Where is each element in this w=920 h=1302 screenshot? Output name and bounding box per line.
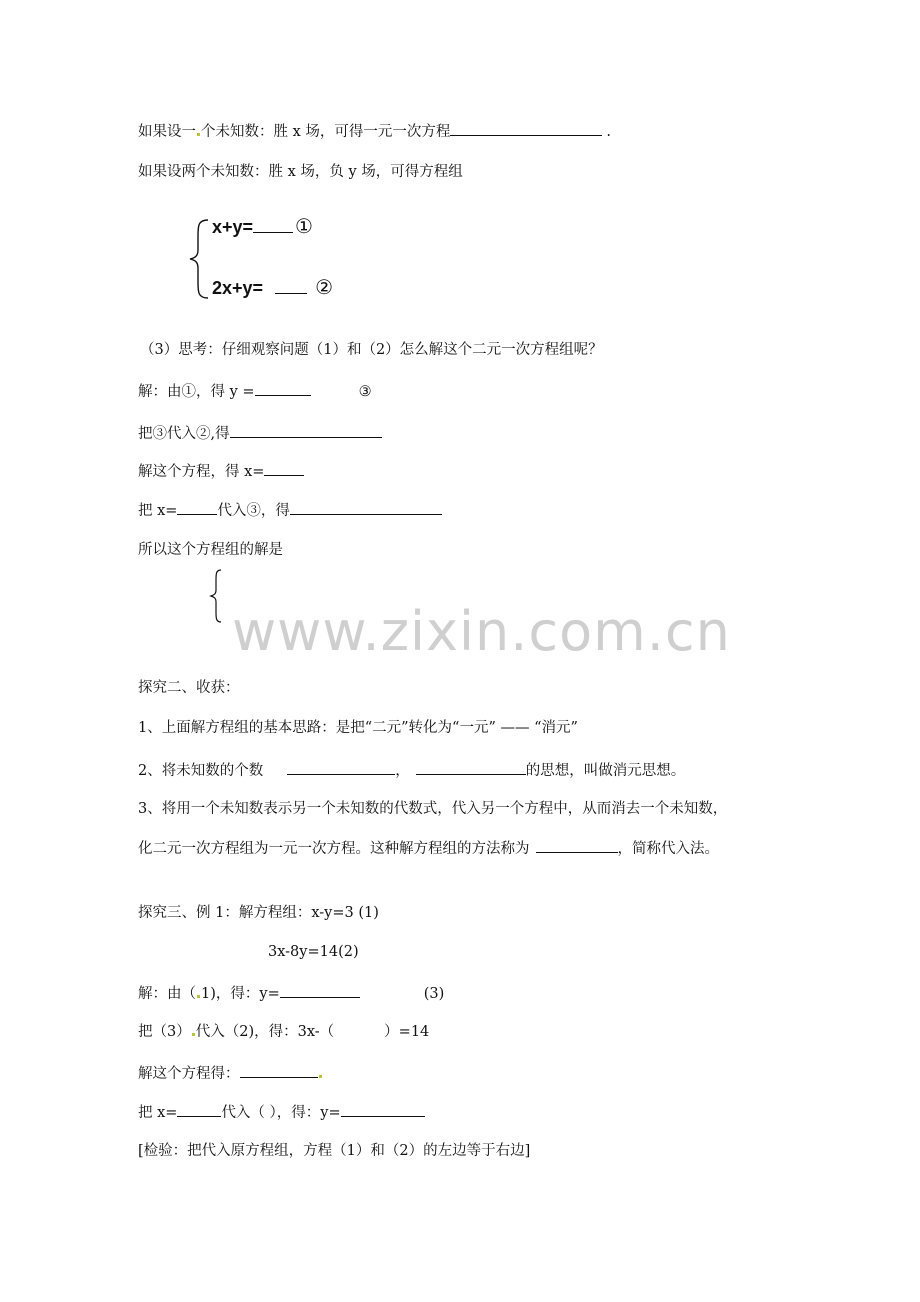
text: 解：由①，得 y =	[138, 384, 255, 400]
left-brace	[186, 218, 212, 300]
explore-3-title: 探究三、例 1：解方程组：x-y=3 (1)	[138, 905, 379, 921]
answer-blank[interactable]	[287, 760, 395, 775]
answer-blank[interactable]	[255, 381, 311, 396]
watermark: www.zixin.com.cn	[232, 600, 731, 663]
text: 代入（ ），得：y=	[221, 1105, 341, 1121]
equation-1	[212, 215, 313, 238]
text: ，	[395, 763, 410, 779]
text: 2、将未知数的个数	[138, 763, 264, 779]
text: 代入③，得	[217, 503, 290, 519]
left-brace	[209, 568, 225, 624]
text: 解这个方程得：	[138, 1066, 240, 1082]
answer-blank[interactable]	[536, 838, 618, 853]
answer-blank[interactable]	[290, 500, 442, 515]
text: 代入（2)，得：3x-（	[195, 1024, 335, 1040]
explore-2-point-3-line-2	[138, 838, 719, 859]
eq-text: 2x+y=	[212, 278, 264, 298]
answer-blank[interactable]	[240, 1063, 318, 1078]
mark-dot	[197, 133, 200, 136]
text: 解：由（	[138, 986, 196, 1002]
explore-3-equation-2: 3x-8y=14(2)	[268, 944, 359, 960]
explore-2-point-2	[138, 760, 685, 781]
example-line-4	[138, 1102, 425, 1123]
eq-text: x+y=	[212, 217, 254, 237]
equation-2	[212, 276, 333, 299]
answer-blank[interactable]	[253, 216, 293, 233]
text: 把 x=	[138, 503, 178, 519]
explore-2-point-3-line-1: 3、将用一个未知数表示另一个未知数的代数式，代入另一个方程中，从而消去一个未知数，	[138, 801, 728, 817]
explore-2-title: 探究二、收获：	[138, 680, 240, 696]
answer-blank[interactable]	[275, 277, 307, 294]
line-one-unknown	[138, 121, 611, 142]
mark-dot	[197, 995, 200, 998]
text: 把③代入②,得	[138, 426, 230, 442]
question-3: （3）思考：仔细观察问题（1）和（2）怎么解这个二元一次方程组呢？	[140, 342, 603, 358]
example-line-2	[138, 1022, 429, 1042]
answer-blank[interactable]	[416, 760, 526, 775]
mark-dot	[319, 1075, 322, 1078]
text: 化二元一次方程组为一元一次方程。这种解方程组的方法称为	[138, 841, 530, 857]
answer-blank[interactable]	[264, 461, 304, 476]
answer-blank[interactable]	[280, 983, 360, 998]
line-two-unknowns: 如果设两个未知数：胜 x 场，负 y 场，可得方程组	[138, 164, 463, 180]
text: 解这个方程，得 x=	[138, 464, 265, 480]
answer-blank[interactable]	[177, 1102, 221, 1117]
answer-blank[interactable]	[230, 423, 382, 438]
text: .	[606, 124, 612, 140]
text: 把 x=	[138, 1105, 178, 1121]
example-check: [检验：把代入原方程组，方程（1）和（2）的左边等于右边]	[138, 1143, 531, 1159]
circled-number: ②	[315, 275, 333, 299]
circled-number: ①	[295, 214, 313, 238]
answer-blank[interactable]	[450, 121, 602, 136]
text: ）=14	[384, 1024, 430, 1040]
example-line-3	[138, 1063, 323, 1084]
answer-blank[interactable]	[177, 500, 217, 515]
text: ，简称代入法。	[617, 841, 719, 857]
solution-line-5: 所以这个方程组的解是	[138, 542, 283, 558]
text: 如果设一	[138, 124, 196, 140]
text: (3)	[423, 986, 445, 1002]
mark-dot	[192, 1033, 195, 1036]
text: 把（3）	[138, 1024, 191, 1040]
explore-2-point-1: 1、上面解方程组的基本思路：是把“二元”转化为“一元” —— “消元”	[138, 720, 578, 736]
solution-line-1	[138, 381, 372, 402]
example-line-1	[138, 983, 444, 1004]
text: 的思想，叫做消元思想。	[525, 763, 686, 779]
solution-line-4	[138, 500, 442, 521]
answer-blank[interactable]	[341, 1102, 425, 1117]
circled-number: ③	[358, 384, 372, 400]
solution-line-3	[138, 461, 304, 482]
text: 个未知数：胜 x 场，可得一元一次方程	[201, 124, 451, 140]
solution-line-2	[138, 423, 382, 444]
text: 1)，得：y=	[201, 986, 280, 1002]
